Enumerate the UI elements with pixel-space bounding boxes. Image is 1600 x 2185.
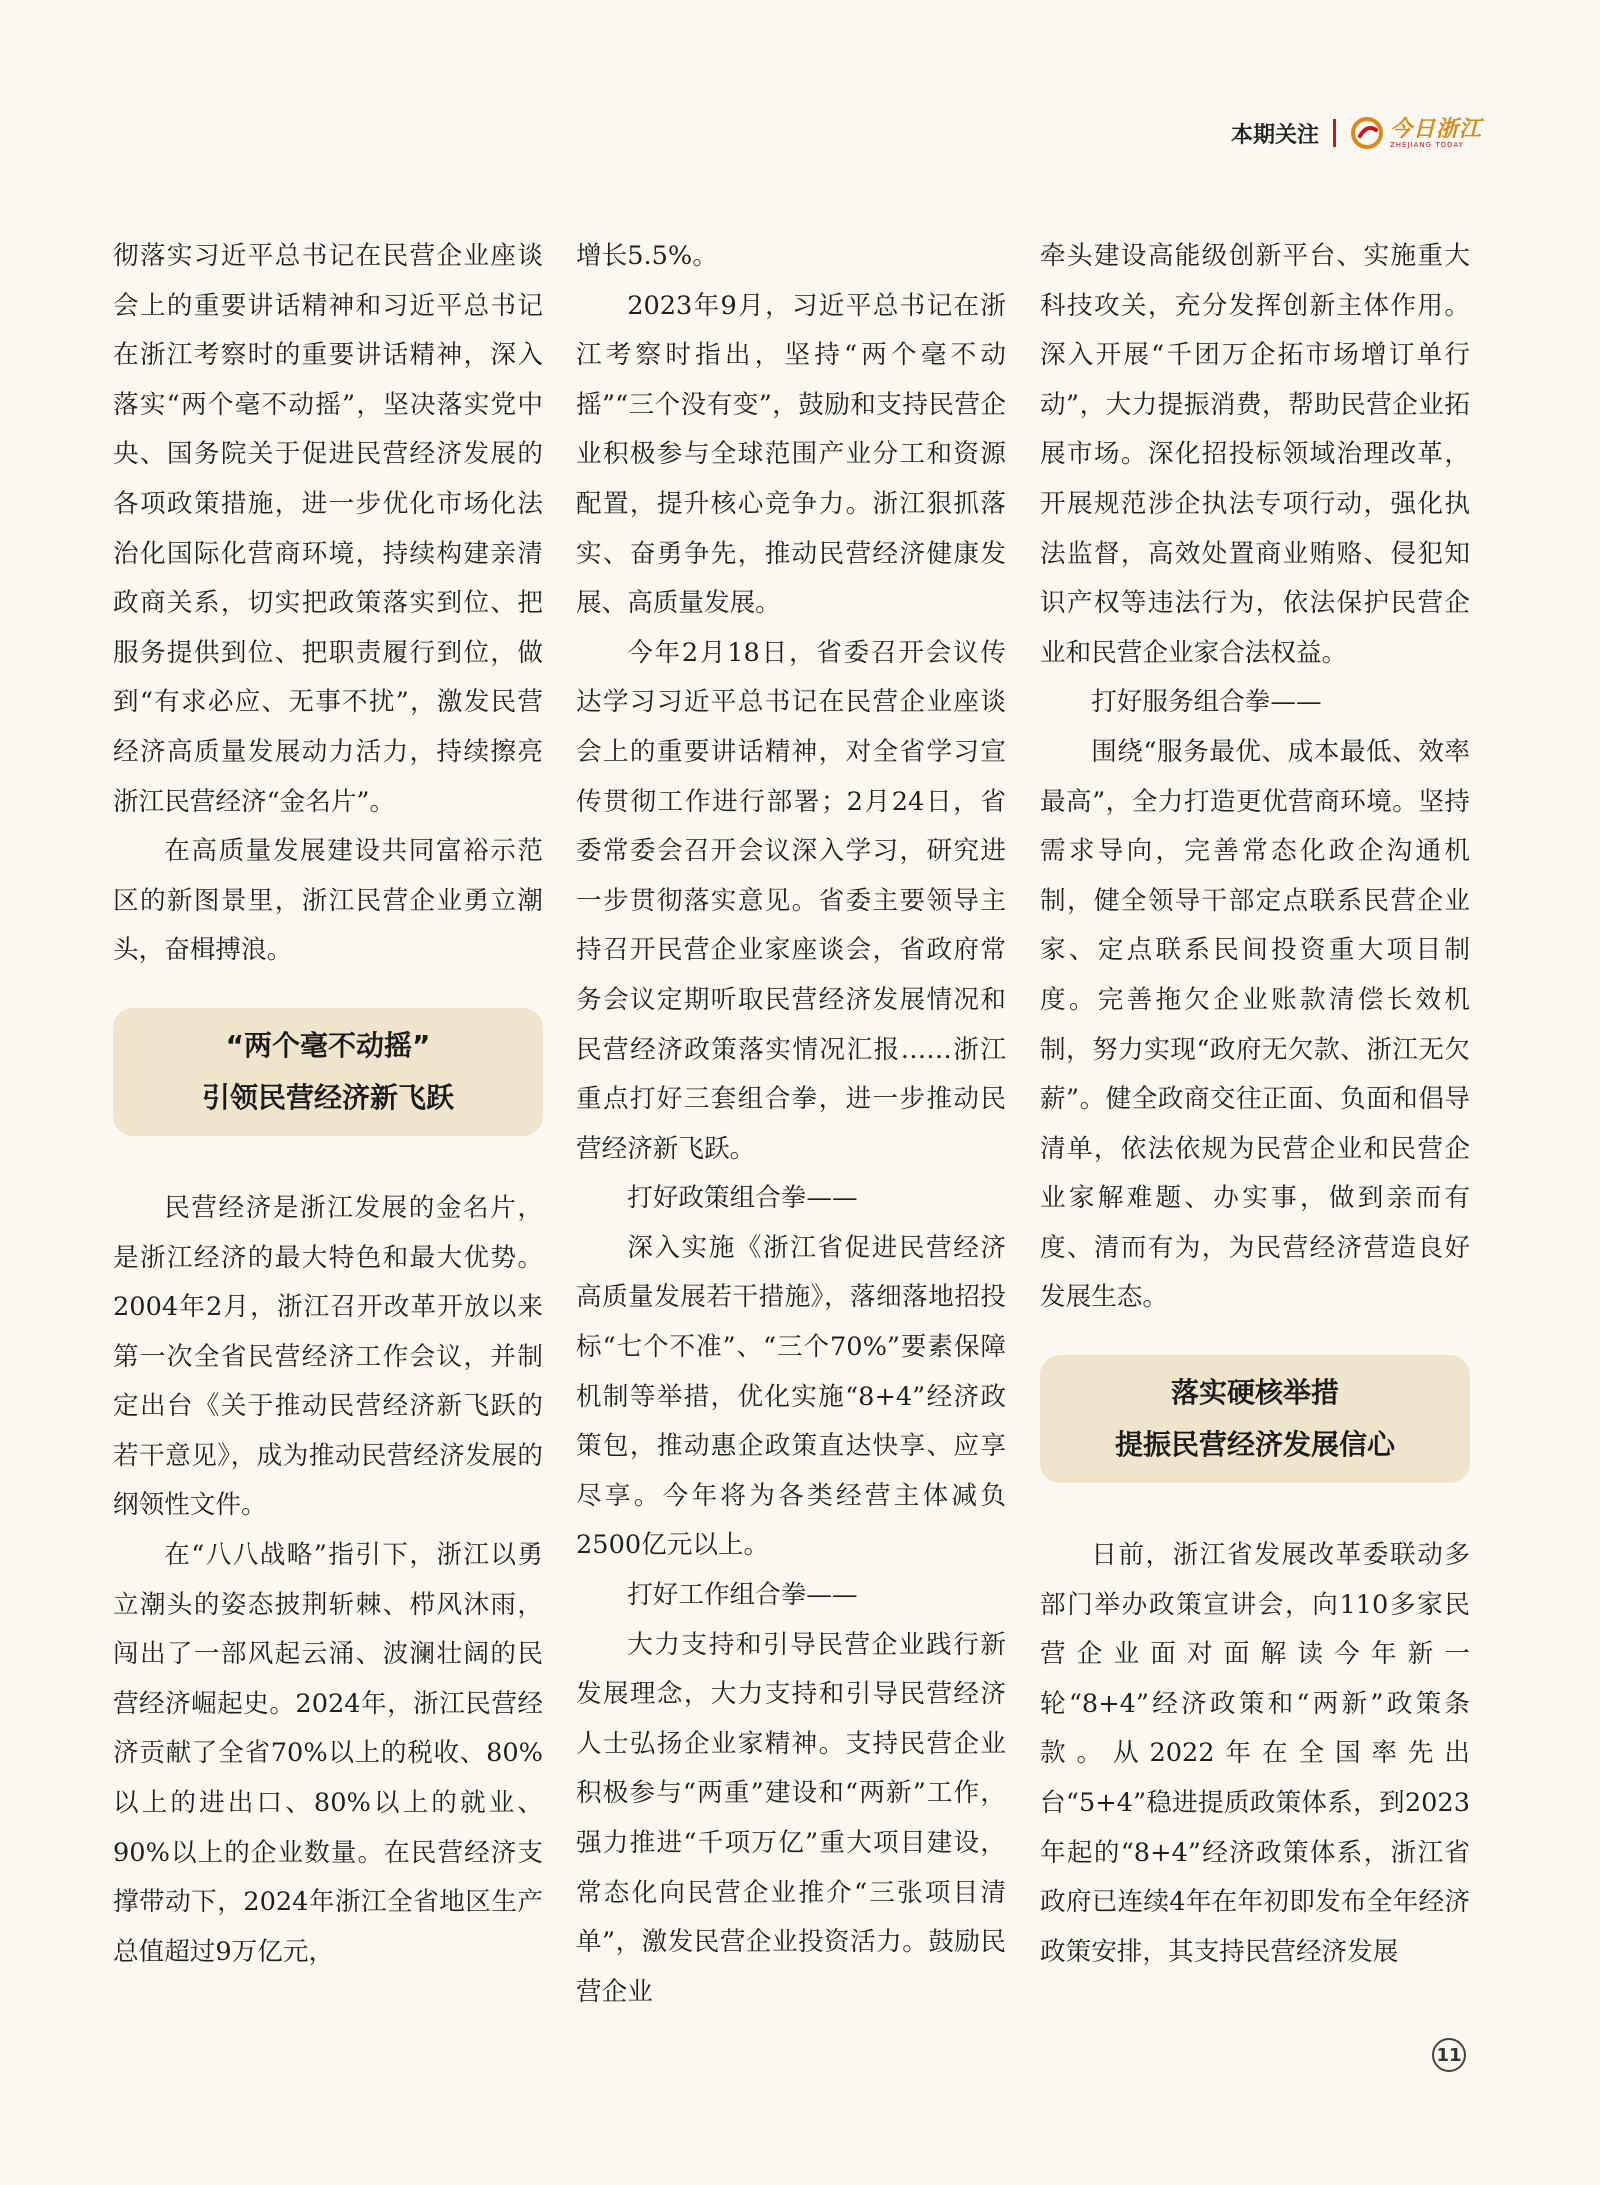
- magazine-logo: [1350, 116, 1482, 150]
- column-2: [576, 232, 1006, 2017]
- subheading-line-1: 落实硬核举措: [1170, 1376, 1339, 1410]
- page-header: [1231, 116, 1482, 150]
- paragraph: 彻落实习近平总书记在民营企业座谈会上的重要讲话精神和习近平总书记在浙江考察时的重要讲话精神，深入落实“两个毫不动摇”，坚决落实党中央、国务院关于促进民营经济发展的各项政策措施，进一步优化市场化法治化国际化营商环境，持续构建亲清政商关系，切实把政策落实到位、把服务提供到位、把职责履行到位，做到“有求必应、无事不扰”，激发民营经济高质量发展动力活力，持续擦亮浙江民营经济“金名片”。: [113, 241, 543, 817]
- page-number: 11: [1432, 2038, 1466, 2072]
- paragraph: 牵头建设高能级创新平台、实施重大科技攻关，充分发挥创新主体作用。深入开展“千团万企拓市场增订单行动”，大力提振消费，帮助民营企业拓展市场。深化招投标领域治理改革，开展规范涉企执法专项行动，强化执法监督，高效处置商业贿赂、侵犯知识产权等违法行为，依法保护民营企业和民营企业家合法权益。: [1040, 241, 1470, 668]
- paragraph: 民营经济是浙江发展的金名片，是浙江经济的最大特色和最大优势。2004年2月，浙江召开改革开放以来第一次全省民营经济工作会议，并制定出台《关于推动民营经济新飞跃的若干意见》，成为推动民营经济发展的纲领性文件。: [113, 1192, 543, 1521]
- subsection-label: 打好工作组合拳——: [627, 1580, 858, 1611]
- column-1: [113, 232, 543, 1977]
- subheading-line-1: “两个毫不动摇”: [225, 1028, 431, 1062]
- header-divider: [1333, 119, 1336, 147]
- column-3: [1040, 232, 1470, 1977]
- paragraph: 今年2月18日，省委召开会议传达学习习近平总书记在民营企业座谈会上的重要讲话精神，对全省学习宣传贯彻工作进行部署；2月24日，省委常委会召开会议深入学习，研究进一步贯彻落实意见。省委主要领导主持召开民营企业家座谈会，省政府常务会议定期听取民营经济发展情况和民营经济政策落实情况汇报……浙江重点打好三套组合拳，进一步推动民营经济新飞跃。: [576, 637, 1006, 1164]
- paragraph: 在“八八战略”指引下，浙江以勇立潮头的姿态披荆斩棘、栉风沐雨，闯出了一部风起云涌、波澜壮阔的民营经济崛起史。2024年，浙江民营经济贡献了全省70%以上的税收、80%以上的进出口、80%以上的就业、90%以上的企业数量。在民营经济支撑带动下，2024年浙江全省地区生产总值超过9万亿元，: [113, 1540, 543, 1967]
- paragraph: 在高质量发展建设共同富裕示范区的新图景里，浙江民营企业勇立潮头，奋楫搏浪。: [113, 836, 543, 966]
- subsection-label: 打好服务组合拳——: [1091, 687, 1322, 718]
- paragraph: 深入实施《浙江省促进民营经济高质量发展若干措施》，落细落地招投标“七个不准”、“三个70%”要素保障机制等举措，优化实施“8+4”经济政策包，推动惠企政策直达快享、应享尽享。今年将为各类经营主体减负2500亿元以上。: [576, 1232, 1006, 1561]
- paragraph: 2023年9月，习近平总书记在浙江考察时指出，坚持“两个毫不动摇”“三个没有变”，鼓励和支持民营企业积极参与全球范围产业分工和资源配置，提升核心竞争力。浙江狠抓落实、奋勇争先，推动民营经济健康发展、高质量发展。: [576, 290, 1006, 619]
- paragraph: 增长5.5%。: [576, 241, 718, 271]
- subheading-box: [113, 1008, 543, 1136]
- subheading-line-2: 提振民营经济发展信心: [1114, 1428, 1395, 1462]
- subheading-box: [1040, 1355, 1470, 1483]
- subheading-line-2: 引领民营经济新飞跃: [201, 1080, 454, 1114]
- paragraph: 日前，浙江省发展改革委联动多部门举办政策宣讲会，向110多家民营企业面对面解读今年新一轮“8+4”经济政策和“两新”政策条款。从2022年在全国率先出台“5+4”稳进提质政策体系，到2023年起的“8+4”经济政策体系，浙江省政府已连续4年在年初即发布全年经济政策安排，其支持民营经济发展: [1040, 1540, 1470, 1967]
- logo-swirl-icon: [1350, 116, 1384, 150]
- logo-text-en: ZHEJIANG TODAY: [1389, 140, 1464, 149]
- subsection-label: 打好政策组合拳——: [627, 1183, 858, 1214]
- paragraph: 围绕“服务最优、成本最低、效率最高”，全力打造更优营商环境。坚持需求导向，完善常态化政企沟通机制，健全领导干部定点联系民营企业家、定点联系民间投资重大项目制度。完善拖欠企业账款清偿长效机制，努力实现“政府无欠款、浙江无欠薪”。健全政商交往正面、负面和倡导清单，依法依规为民营企业和民营企业家解难题、办实事，做到亲而有度、清而有为，为民营经济营造良好发展生态。: [1040, 736, 1470, 1313]
- section-label: 本期关注: [1230, 122, 1319, 148]
- logo-text-cn: 今日浙江: [1389, 115, 1482, 142]
- paragraph: 大力支持和引导民营企业践行新发展理念，大力支持和引导民营经济人士弘扬企业家精神。支持民营企业积极参与“两重”建设和“两新”工作，强力推进“千项万亿”重大项目建设，常态化向民营企业推介“三张项目清单”，激发民营企业投资活力。鼓励民营企业: [576, 1629, 1006, 2007]
